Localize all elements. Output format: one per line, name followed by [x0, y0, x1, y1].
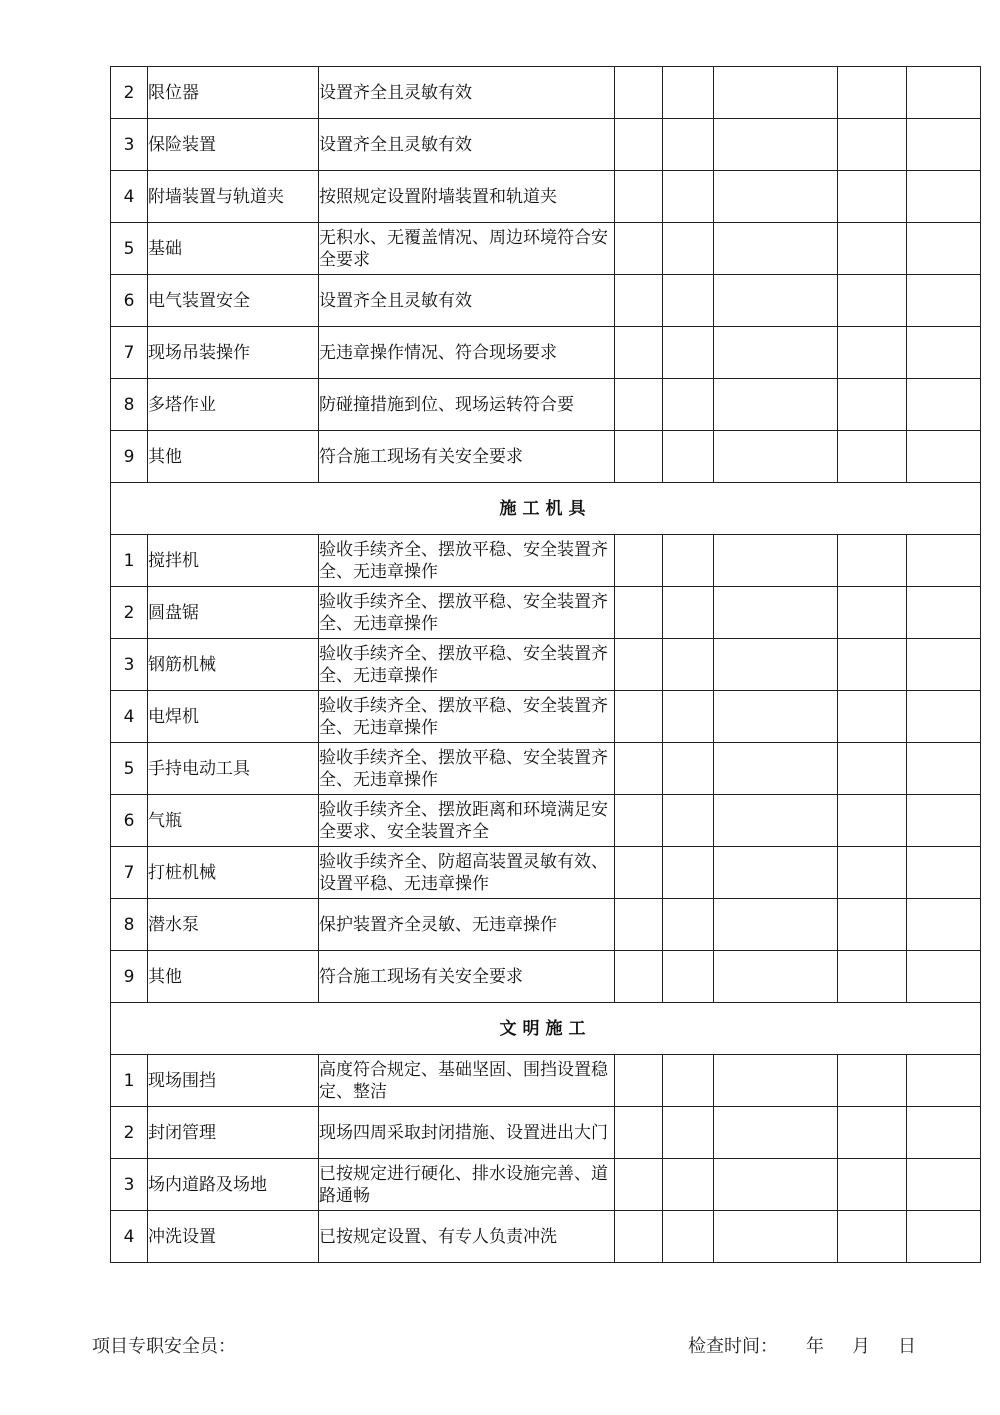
item-name: 搅拌机: [148, 535, 319, 587]
blank-cell[interactable]: [907, 535, 981, 587]
section-header-civil: [111, 1003, 981, 1055]
blank-cell[interactable]: [714, 899, 838, 951]
blank-cell[interactable]: [615, 587, 663, 639]
blank-cell[interactable]: [838, 847, 907, 899]
blank-cell[interactable]: [838, 67, 907, 119]
row-number: 5: [111, 743, 148, 795]
blank-cell[interactable]: [615, 379, 663, 431]
blank-cell[interactable]: [907, 743, 981, 795]
blank-cell[interactable]: [663, 67, 714, 119]
section-title: 文明施工: [111, 1003, 981, 1055]
item-name: 基础: [148, 223, 319, 275]
requirement: 验收手续齐全、摆放平稳、安全装置齐全、无违章操作: [319, 691, 615, 743]
table-row: [111, 535, 981, 587]
blank-cell[interactable]: [907, 1159, 981, 1211]
blank-cell[interactable]: [615, 431, 663, 483]
row-number: 2: [111, 67, 148, 119]
row-number: 3: [111, 119, 148, 171]
table-row: [111, 795, 981, 847]
item-name: 封闭管理: [148, 1107, 319, 1159]
section-title: 施工机具: [111, 483, 981, 535]
blank-cell[interactable]: [714, 379, 838, 431]
item-name: 限位器: [148, 67, 319, 119]
blank-cell[interactable]: [838, 1211, 907, 1263]
blank-cell[interactable]: [663, 1211, 714, 1263]
blank-cell[interactable]: [663, 379, 714, 431]
table-row: [111, 119, 981, 171]
blank-cell[interactable]: [838, 743, 907, 795]
blank-cell[interactable]: [663, 535, 714, 587]
blank-cell[interactable]: [907, 951, 981, 1003]
blank-cell[interactable]: [838, 379, 907, 431]
day-label: 日: [898, 1336, 916, 1357]
blank-cell[interactable]: [838, 431, 907, 483]
requirement: 保护装置齐全灵敏、无违章操作: [319, 899, 615, 951]
blank-cell[interactable]: [663, 587, 714, 639]
item-name: 电气装置安全: [148, 275, 319, 327]
blank-cell[interactable]: [714, 587, 838, 639]
blank-cell[interactable]: [838, 587, 907, 639]
blank-cell[interactable]: [663, 639, 714, 691]
blank-cell[interactable]: [907, 847, 981, 899]
blank-cell[interactable]: [663, 119, 714, 171]
table-row: [111, 171, 981, 223]
item-name: 潜水泵: [148, 899, 319, 951]
blank-cell[interactable]: [838, 639, 907, 691]
requirement: 设置齐全且灵敏有效: [319, 67, 615, 119]
item-name: 场内道路及场地: [148, 1159, 319, 1211]
blank-cell[interactable]: [907, 275, 981, 327]
blank-cell[interactable]: [907, 1055, 981, 1107]
blank-cell[interactable]: [714, 223, 838, 275]
row-number: 6: [111, 795, 148, 847]
blank-cell[interactable]: [907, 119, 981, 171]
table-row: [111, 743, 981, 795]
row-number: 8: [111, 379, 148, 431]
row-number: 4: [111, 1211, 148, 1263]
table-row: [111, 587, 981, 639]
blank-cell[interactable]: [714, 431, 838, 483]
blank-cell[interactable]: [615, 223, 663, 275]
blank-cell[interactable]: [714, 743, 838, 795]
table-row: [111, 1055, 981, 1107]
item-name: 多塔作业: [148, 379, 319, 431]
blank-cell[interactable]: [714, 951, 838, 1003]
row-number: 4: [111, 691, 148, 743]
blank-cell[interactable]: [907, 431, 981, 483]
table-row: [111, 327, 981, 379]
blank-cell[interactable]: [838, 795, 907, 847]
table-row: [111, 691, 981, 743]
blank-cell[interactable]: [714, 535, 838, 587]
row-number: 9: [111, 951, 148, 1003]
requirement: 按照规定设置附墙装置和轨道夹: [319, 171, 615, 223]
blank-cell[interactable]: [615, 1055, 663, 1107]
blank-cell[interactable]: [615, 951, 663, 1003]
row-number: 5: [111, 223, 148, 275]
blank-cell[interactable]: [907, 1107, 981, 1159]
requirement: 无积水、无覆盖情况、周边环境符合安全要求: [319, 223, 615, 275]
section-header-machines: [111, 483, 981, 535]
requirement: 符合施工现场有关安全要求: [319, 951, 615, 1003]
table-row: [111, 639, 981, 691]
item-name: 其他: [148, 431, 319, 483]
blank-cell[interactable]: [907, 795, 981, 847]
blank-cell[interactable]: [838, 691, 907, 743]
row-number: 3: [111, 639, 148, 691]
requirement: 高度符合规定、基础坚固、围挡设置稳定、整洁: [319, 1055, 615, 1107]
row-number: 3: [111, 1159, 148, 1211]
year-label: 年: [806, 1336, 824, 1357]
blank-cell[interactable]: [838, 223, 907, 275]
row-number: 9: [111, 431, 148, 483]
blank-cell[interactable]: [838, 1107, 907, 1159]
blank-cell[interactable]: [615, 1211, 663, 1263]
blank-cell[interactable]: [615, 275, 663, 327]
blank-cell[interactable]: [714, 67, 838, 119]
requirement: 验收手续齐全、摆放平稳、安全装置齐全、无违章操作: [319, 639, 615, 691]
blank-cell[interactable]: [615, 535, 663, 587]
item-name: 现场围挡: [148, 1055, 319, 1107]
requirement: 已按规定进行硬化、排水设施完善、道路通畅: [319, 1159, 615, 1211]
blank-cell[interactable]: [663, 275, 714, 327]
blank-cell[interactable]: [714, 171, 838, 223]
item-name: 冲洗设置: [148, 1211, 319, 1263]
blank-cell[interactable]: [714, 275, 838, 327]
item-name: 其他: [148, 951, 319, 1003]
blank-cell[interactable]: [907, 1211, 981, 1263]
row-number: 2: [111, 1107, 148, 1159]
row-number: 8: [111, 899, 148, 951]
blank-cell[interactable]: [663, 951, 714, 1003]
row-number: 2: [111, 587, 148, 639]
blank-cell[interactable]: [838, 171, 907, 223]
row-number: 1: [111, 1055, 148, 1107]
requirement: 验收手续齐全、摆放平稳、安全装置齐全、无违章操作: [319, 587, 615, 639]
blank-cell[interactable]: [663, 1055, 714, 1107]
blank-cell[interactable]: [907, 223, 981, 275]
blank-cell[interactable]: [838, 119, 907, 171]
blank-cell[interactable]: [907, 639, 981, 691]
row-number: 1: [111, 535, 148, 587]
blank-cell[interactable]: [615, 171, 663, 223]
row-number: 6: [111, 275, 148, 327]
blank-cell[interactable]: [663, 327, 714, 379]
blank-cell[interactable]: [838, 899, 907, 951]
blank-cell[interactable]: [907, 67, 981, 119]
table-row: [111, 223, 981, 275]
requirement: 符合施工现场有关安全要求: [319, 431, 615, 483]
table-row: [111, 431, 981, 483]
inspection-table: [110, 66, 981, 1263]
blank-cell[interactable]: [838, 1159, 907, 1211]
requirement: 无违章操作情况、符合现场要求: [319, 327, 615, 379]
blank-cell[interactable]: [838, 275, 907, 327]
table-row: [111, 1107, 981, 1159]
blank-cell[interactable]: [907, 379, 981, 431]
blank-cell[interactable]: [615, 847, 663, 899]
month-label: 月: [852, 1336, 870, 1357]
requirement: 验收手续齐全、防超高装置灵敏有效、设置平稳、无违章操作: [319, 847, 615, 899]
blank-cell[interactable]: [663, 223, 714, 275]
item-name: 附墙装置与轨道夹: [148, 171, 319, 223]
blank-cell[interactable]: [714, 639, 838, 691]
blank-cell[interactable]: [663, 899, 714, 951]
requirement: 验收手续齐全、摆放距离和环境满足安全要求、安全装置齐全: [319, 795, 615, 847]
blank-cell[interactable]: [907, 327, 981, 379]
requirement: 设置齐全且灵敏有效: [319, 275, 615, 327]
blank-cell[interactable]: [714, 691, 838, 743]
table-row: [111, 951, 981, 1003]
blank-cell[interactable]: [663, 1107, 714, 1159]
row-number: 7: [111, 327, 148, 379]
blank-cell[interactable]: [663, 1159, 714, 1211]
requirement: 设置齐全且灵敏有效: [319, 119, 615, 171]
item-name: 气瓶: [148, 795, 319, 847]
blank-cell[interactable]: [663, 171, 714, 223]
check-time: [688, 1332, 916, 1358]
blank-cell[interactable]: [714, 1107, 838, 1159]
blank-cell[interactable]: [838, 327, 907, 379]
item-name: 打桩机械: [148, 847, 319, 899]
item-name: 手持电动工具: [148, 743, 319, 795]
requirement: 验收手续齐全、摆放平稳、安全装置齐全、无违章操作: [319, 743, 615, 795]
table-row: [111, 1211, 981, 1263]
table-row: [111, 1159, 981, 1211]
blank-cell[interactable]: [714, 847, 838, 899]
blank-cell[interactable]: [615, 639, 663, 691]
item-name: 电焊机: [148, 691, 319, 743]
row-number: 7: [111, 847, 148, 899]
row-number: 4: [111, 171, 148, 223]
blank-cell[interactable]: [838, 535, 907, 587]
table-row: [111, 67, 981, 119]
table-row: [111, 275, 981, 327]
requirement: 验收手续齐全、摆放平稳、安全装置齐全、无违章操作: [319, 535, 615, 587]
blank-cell[interactable]: [615, 1159, 663, 1211]
blank-cell[interactable]: [615, 743, 663, 795]
blank-cell[interactable]: [663, 691, 714, 743]
blank-cell[interactable]: [714, 119, 838, 171]
table-row: [111, 379, 981, 431]
blank-cell[interactable]: [907, 171, 981, 223]
blank-cell[interactable]: [714, 1055, 838, 1107]
blank-cell[interactable]: [907, 691, 981, 743]
blank-cell[interactable]: [838, 1055, 907, 1107]
blank-cell[interactable]: [615, 795, 663, 847]
requirement: 防碰撞措施到位、现场运转符合要: [319, 379, 615, 431]
blank-cell[interactable]: [663, 847, 714, 899]
check-time-label: 检查时间：: [688, 1336, 778, 1357]
blank-cell[interactable]: [714, 327, 838, 379]
requirement: 已按规定设置、有专人负责冲洗: [319, 1211, 615, 1263]
blank-cell[interactable]: [663, 795, 714, 847]
blank-cell[interactable]: [907, 587, 981, 639]
blank-cell[interactable]: [615, 119, 663, 171]
blank-cell[interactable]: [663, 743, 714, 795]
blank-cell[interactable]: [714, 1211, 838, 1263]
item-name: 钢筋机械: [148, 639, 319, 691]
item-name: 现场吊装操作: [148, 327, 319, 379]
blank-cell[interactable]: [907, 899, 981, 951]
blank-cell[interactable]: [714, 1159, 838, 1211]
table-row: [111, 847, 981, 899]
blank-cell[interactable]: [838, 951, 907, 1003]
blank-cell[interactable]: [615, 327, 663, 379]
requirement: 现场四周采取封闭措施、设置进出大门: [319, 1107, 615, 1159]
item-name: 保险装置: [148, 119, 319, 171]
blank-cell[interactable]: [615, 67, 663, 119]
blank-cell[interactable]: [615, 899, 663, 951]
blank-cell[interactable]: [714, 795, 838, 847]
item-name: 圆盘锯: [148, 587, 319, 639]
blank-cell[interactable]: [615, 1107, 663, 1159]
table-row: [111, 899, 981, 951]
safety-officer-label: 项目专职安全员：: [92, 1336, 236, 1357]
blank-cell[interactable]: [615, 691, 663, 743]
blank-cell[interactable]: [663, 431, 714, 483]
